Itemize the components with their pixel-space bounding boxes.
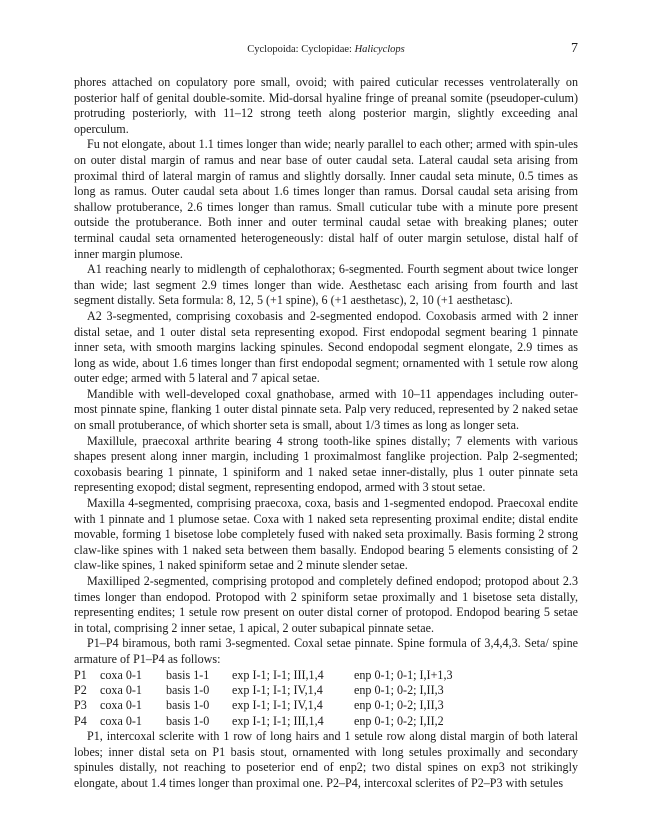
table-row: [74, 683, 465, 698]
table-cell: enp 0-1; 0-1; I,I+1,3: [354, 667, 453, 682]
page-number: 7: [571, 41, 578, 56]
table-cell: enp 0-1; 0-2; I,II,2: [354, 713, 444, 728]
table-cell: coxa 0-1: [100, 698, 142, 713]
table-row: [74, 698, 465, 713]
table-cell: coxa 0-1: [100, 682, 142, 697]
paragraph: Fu not elongate, about 1.1 times longer than wide; nearly parallel to each other; armed with spin-ules on outer distal margin of ramus and near base of outer caudal seta. Lateral caudal seta arising from proximal third of lateral margin of ramus and slightly dorsally. Inner caudal seta minute, 0.5 times as long as ramus. Outer caudal seta about 1.6 times longer than ramus. Dorsal caudal seta arising from shallow protuberance, 2.6 times longer than ramus. Small cuticular tube with a minute pore present outside the protuberance. Both inner and outer terminal caudal setae with breaking planes; outer terminal caudal seta ornamented heterogeneously: distal half of outer margin setulose, distal half of inner margin plumose.: [74, 137, 578, 261]
paragraph: Maxillule, praecoxal arthrite bearing 4 strong tooth-like spines distally; 7 elements with various shapes present along inner margin, including 1 proximalmost fanglike projection. Palp 2-segmented; coxobasis bearing 1 pinnate, 1 spiniform and 1 naked setae inner-distally, plus 1 outer pinnate seta representing exopod; distal segment, representing endopod, armed with 3 stout setae.: [74, 433, 578, 495]
running-title-genus: Halicyclops: [354, 44, 405, 55]
table-cell: enp 0-1; 0-2; I,II,3: [354, 698, 444, 713]
paragraph: P1, intercoxal sclerite with 1 row of long hairs and 1 setule row along distal margin of both lateral lobes; inner distal seta on P1 basis stout, ornamented with long setules proximally and secondary spinules distally, not reaching to poseterior end of enp2; two distal spines on exp3 not strikingly elongate, about 1.4 times longer than proximal one. P2–P4, intercoxal sclerites of P2–P3 with setules: [74, 729, 578, 790]
body-text: [74, 75, 578, 792]
table-cell: enp 0-1; 0-2; I,II,3: [354, 682, 444, 697]
table-cell: exp I-1; I-1; III,1,4: [232, 713, 324, 728]
table-cell: exp I-1; I-1; IV,1,4: [232, 698, 323, 713]
table-cell: exp I-1; I-1; III,1,4: [232, 667, 324, 682]
running-title: [247, 44, 404, 55]
table-cell: P4: [74, 713, 87, 728]
table-row: [74, 714, 465, 729]
table-cell: P3: [74, 698, 87, 713]
paragraph: Mandible with well-developed coxal gnathobase, armed with 10–11 appendages including outer-most pinnate spine, flanking 1 outer distal pinnate seta. Palp very reduced, represented by 2 naked setae on small protuberance, of which shorter seta is small, about 1/3 times as long as longer seta.: [74, 386, 578, 433]
table-cell: basis 1-0: [166, 698, 210, 713]
table-row: [74, 668, 465, 683]
table-cell: coxa 0-1: [100, 667, 142, 682]
table-cell: basis 1-1: [166, 667, 210, 682]
table-cell: P2: [74, 682, 87, 697]
running-title-prefix: Cyclopoida: Cyclopidae:: [247, 44, 355, 55]
table-cell: basis 1-0: [166, 713, 210, 728]
table-cell: coxa 0-1: [100, 713, 142, 728]
paragraph: A1 reaching nearly to midlength of cephalothorax; 6-segmented. Fourth segment about twice longer than wide; last segment 2.9 times longer than wide. Aesthetasc each arising from fourth and last segment distally. Seta formula: 8, 12, 5 (+1 spine), 6 (+1 aesthetasc), 2, 10 (+1 aesthetasc).: [74, 262, 578, 308]
table-cell: P1: [74, 667, 87, 682]
armature-table: [74, 668, 465, 730]
paragraph: phores attached on copulatory pore small, ovoid; with paired cuticular recesses ventrolaterally on posterior half of genital double-somite. Mid-dorsal hyaline fringe of preanal somite (pseudoper-culum) protruding posteriorly, with 11–12 strong teeth along posterior margin, slightly exceeding anal operculum.: [74, 75, 578, 136]
paragraph: Maxilla 4-segmented, comprising praecoxa, coxa, basis and 1-segmented endopod. Praecoxal endite with 1 pinnate and 1 plumose setae. Coxa with 1 naked seta representing proximal endite; distal endite movable, forming 1 bisetose lobe completely fused with naked seta proximally. Basis forming 2 strong claw-like spines with 1 naked seta between them basally. Endopod bearing 5 elements consisting of 2 claw-like spines, 1 naked spiniform setae and 2 minute slender setae.: [74, 496, 578, 573]
running-header: [74, 44, 578, 55]
table-cell: exp I-1; I-1; IV,1,4: [232, 682, 323, 697]
paragraph: A2 3-segmented, comprising coxobasis and 2-segmented endopod. Coxobasis armed with 2 inner distal setae, and 1 outer distal seta representing exopod. First endopodal segment bearing 1 pinnate inner seta, with smooth margins lacking spinules. Second endopodal segment elongate, 2.9 times as long as wide, about 1.6 times longer than first endopodal segment; ornamented with 1 setule row along outer edge; armed with 5 lateral and 7 apical setae.: [74, 308, 578, 386]
table-cell: basis 1-0: [166, 682, 210, 697]
paragraph: P1–P4 biramous, both rami 3-segmented. Coxal setae pinnate. Spine formula of 3,4,4,3. Seta/ spine armature of P1–P4 as follows:: [74, 636, 578, 666]
paragraph: Maxilliped 2-segmented, comprising protopod and completely defined endopod; protopod about 2.3 times longer than endopod. Protopod with 2 spiniform setae proximally and 1 bisetose seta distally, representing endites; 1 setule row present on outer distal corner of protopod. Endopod bearing 5 setae in total, comprising 2 inner setae, 1 apical, 2 outer subapical pinnate setae.: [74, 574, 578, 635]
